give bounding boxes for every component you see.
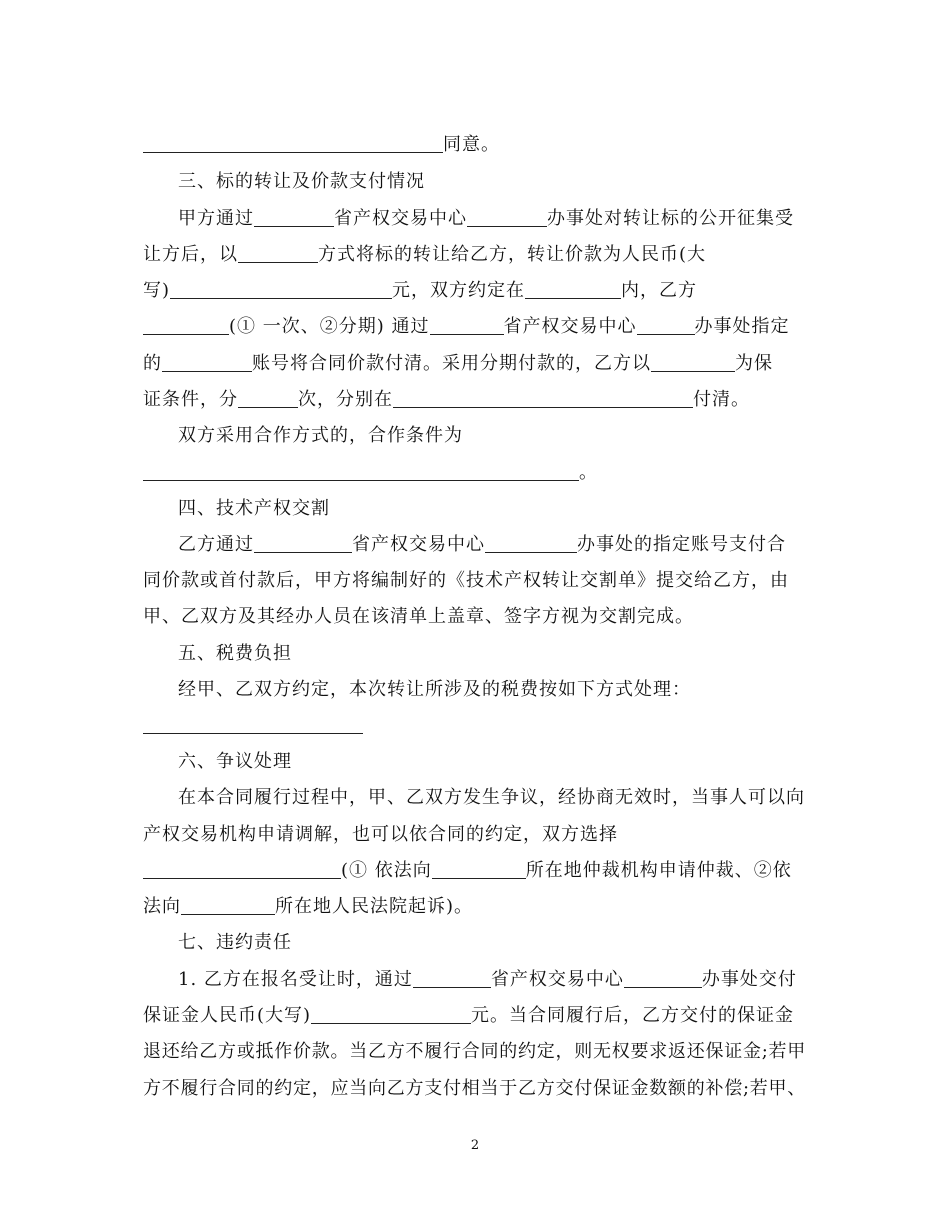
text-line: 乙方通过 省产权交易中心 办事处的指定账号支付合: [178, 534, 786, 555]
text-line: 甲、乙双方及其经办人员在该清单上盖章、签字方视为交割完成。: [143, 606, 694, 627]
section-heading-4: 四、技术产权交割: [178, 498, 330, 519]
fill-blank: [181, 896, 275, 915]
text-line: 退还给乙方或抵作价款。当乙方不履行合同的约定，则无权要求返还保证金;若甲: [143, 1041, 807, 1062]
fill-blank: [311, 1005, 471, 1024]
fill-blank: [143, 715, 363, 734]
fill-blank: [254, 208, 334, 227]
page-number: 2: [470, 1138, 480, 1153]
fill-blank: [485, 534, 577, 553]
fill-blank: [651, 353, 735, 372]
text-line: 1. 乙方在报名受让时，通过 省产权交易中心 办事处交付: [178, 969, 797, 990]
section-heading-6: 六、争议处理: [178, 751, 292, 772]
fill-blank: [170, 280, 392, 299]
text-line: 在本合同履行过程中，甲、乙双方发生争议，经协商无效时，当事人可以向: [178, 787, 805, 808]
fill-blank: [238, 244, 318, 263]
fill-blank: [162, 353, 252, 372]
fill-blank: [413, 969, 491, 988]
section-heading-3: 三、标的转让及价款支付情况: [178, 171, 425, 192]
fill-blank: [143, 134, 443, 153]
fill-blank: [238, 389, 298, 408]
text-line: 同意。: [143, 133, 500, 157]
text-line: 方不履行合同的约定，应当向乙方支付相当于乙方交付保证金数额的补偿;若甲、: [143, 1078, 807, 1099]
text-line: 双方采用合作方式的，合作条件为: [178, 425, 463, 446]
text-line: 保证金人民币(大写) 元。当合同履行后，乙方交付的保证金: [143, 1005, 795, 1026]
fill-blank: [143, 316, 229, 335]
section-heading-5: 五、税费负担: [178, 643, 292, 664]
text-line: 让方后，以 方式将标的转让给乙方，转让价款为人民币(大: [143, 244, 707, 265]
text-line: 的 账号将合同价款付清。采用分期付款的，乙方以 为保: [143, 353, 773, 374]
text-line: 证条件，分 次，分别在 付清。: [143, 389, 750, 410]
text-line: 同价款或首付款后，甲方将编制好的《技术产权转让交割单》提交给乙方，由: [143, 570, 789, 591]
fill-blank: [143, 860, 341, 879]
text-line: (① 依法向 所在地仲裁机构申请仲裁、②依: [143, 859, 792, 883]
text-line: 产权交易机构申请调解，也可以依合同的约定，双方选择: [143, 824, 618, 845]
fill-blank: [624, 969, 702, 988]
text-line: 甲方通过 省产权交易中心 办事处对转让标的公开征集受: [178, 208, 794, 229]
fill-blank: [525, 280, 621, 299]
fill-blank: [393, 389, 693, 408]
fill-blank: [430, 316, 504, 335]
text-line: 法向 所在地人民法院起诉)。: [143, 896, 474, 917]
section-heading-7: 七、违约责任: [178, 932, 292, 953]
text-line: (① 一次、②分期) 通过 省产权交易中心 办事处指定: [143, 315, 790, 339]
fill-blank: [467, 208, 547, 227]
fill-blank: [432, 860, 526, 879]
text-line: 写) 元，双方约定在 内，乙方: [143, 280, 698, 301]
fill-blank: [637, 316, 695, 335]
fill-blank: [254, 534, 352, 553]
fill-blank: [143, 462, 579, 481]
text-line: 经甲、乙双方约定，本次转让所涉及的税费按如下方式处理：: [178, 679, 691, 700]
text-line: 。: [143, 461, 598, 485]
